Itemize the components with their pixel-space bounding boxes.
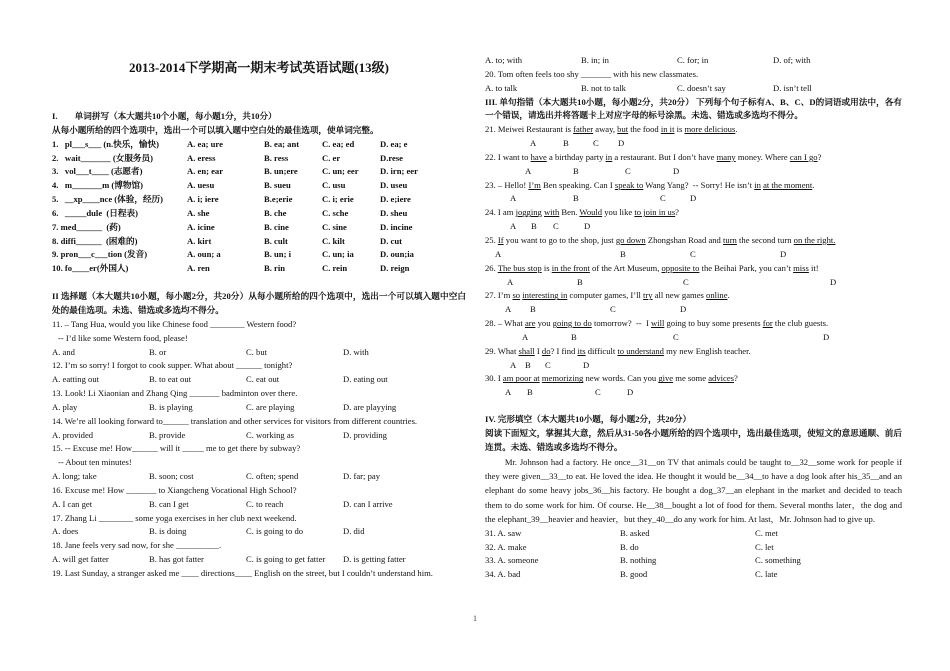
right-column bbox=[485, 0, 902, 582]
answer-letters: A B C D bbox=[522, 331, 830, 342]
question-options: A. and B. or C. but D. with bbox=[52, 346, 369, 357]
error-sentence: 28. – What are you going to do tomorrow? -- I will going to buy some presents for the club guests. bbox=[485, 318, 829, 329]
error-sentence: 22. I want to have a birthday party in a restaurant. But I don’t have many money. Where can I go? bbox=[485, 151, 822, 162]
question-stem: 16. Excuse me! How _______ to Xiangcheng Vocational High School? bbox=[52, 484, 297, 495]
question-options: A. provided B. provide C. working as D. providing bbox=[52, 429, 387, 440]
question-row: 10. fo____er(外国人) A. ren B. rin C. rein D. reign bbox=[52, 263, 410, 274]
error-sentence: 24. I am jogging with Ben. Would you like to join in us? bbox=[485, 207, 679, 218]
page-title: 2013-2014下学期高一期末考试英语试题(13级) bbox=[129, 60, 389, 75]
error-sentence: 23. – Hello! I’m Ben speaking. Can I speak to Wang Yang? -- Sorry! He isn’t in at the moment. bbox=[485, 179, 815, 190]
question-options: A. play B. is playing C. are playing D. are playying bbox=[52, 401, 397, 412]
cloze-passage: Mr. Johnson had a factory. He once__31__on TV that animals could be taught to__32__some work for people if they were given__33__to eat. He loved the idea. He thought it would be__34__to have a dog look after his_35__and an elephant do some heavy jobs_36__his factory. He bought a dog_37__an elephant in the market and decided to teach them to do some work for him. Of course. He__38__bought a lot of food for them. Several months later，the dog and the elephant_39__heavier and heavier，but they_40__do any work for him. At last，Mr. Johnson had to give up. bbox=[485, 456, 902, 525]
error-sentence: 30. I am poor at memorizing new words. Can you give me some advices? bbox=[485, 373, 738, 384]
answer-letters: A B C D bbox=[507, 276, 837, 287]
section-3-heading: III. 单句指错（本大题共10小题，每小题2分，共20分） 下列每个句子标有A、B、C、D的词语或用法中，各有一个错误，请选出并将答题卡上对应字母的标号涂黑。未选、错选或多选均不得分。 bbox=[485, 96, 902, 121]
page-number: 1 bbox=[473, 614, 477, 623]
question-options: 31. A. saw B. asked C. met bbox=[485, 527, 778, 538]
question-options: 32. A. make B. do C. let bbox=[485, 541, 774, 552]
answer-letters: A B C D bbox=[505, 387, 634, 398]
section-2-heading: II 选择题（本大题共10小题，每小题2分，共20分）从每小题所给的四个选项中，选出一个可以填入题中空白处的最佳选项。未选、错选或多选均不得分。 bbox=[52, 291, 466, 315]
error-sentence: 29. What shall I do? I find its difficult to understand my new English teacher. bbox=[485, 345, 751, 356]
question-row: 1. pl___s___ (n.快乐，愉快) A. ea; ure B. ea; ant C. ea; ed D. ea; e bbox=[52, 138, 408, 149]
question-row: 3. vol___t____ (志愿者) A. en; ear B. un;ere C. un; eer D. irn; eer bbox=[52, 166, 418, 177]
question-options: A. to; with B. in; in C. for; in D. of; with bbox=[485, 55, 811, 65]
answer-letters: A B C D bbox=[510, 221, 591, 232]
question-reply: -- I’d like some Western food, please! bbox=[58, 332, 188, 343]
question-options: A. I can get B. can I get C. to reach D. can I arrive bbox=[52, 498, 393, 509]
section-4-instruction: 阅读下面短文，掌握其大意，然后从31-50各小题所给的四个选项中，选出最佳选项，使短文的意思通顺、前后连贯。未选、错选或多选均不得分。 bbox=[485, 427, 902, 452]
section-1 bbox=[52, 110, 466, 276]
answer-letters: A B C D bbox=[510, 359, 590, 370]
question-options: A. long; take B. soon; cost C. often; spend D. far; pay bbox=[52, 471, 380, 482]
answer-letters: A B C D bbox=[495, 248, 787, 259]
error-sentence: 26. The bus stop is in the front of the Art Museum, opposite to the Beihai Park, you can’t miss it! bbox=[485, 262, 819, 273]
left-column bbox=[52, 0, 466, 581]
question-row: 2. wait_______ (女服务员) A. eress B. ress C. er D.rese bbox=[52, 152, 403, 163]
question-options: A. does B. is doing C. is going to do D. did bbox=[52, 526, 365, 537]
question-row: 4. m_______m (博物馆) A. uesu B. sueu C. usu D. useu bbox=[52, 180, 408, 191]
answer-letters: A B C D bbox=[530, 138, 625, 149]
question-stem: 11. – Tang Hua, would you like Chinese food ________ Western food? bbox=[52, 318, 297, 329]
question-stem: 14. We’re all looking forward to______ translation and other services for visitors from different countries. bbox=[52, 415, 418, 426]
answer-letters: A B C D bbox=[510, 193, 697, 204]
section-1-instruction: 从每小题所给的四个选项中，选出一个可以填入题中空白处的最佳选项，使单词完整。 bbox=[52, 124, 379, 135]
question-stem: 12. I’m so sorry! I forgot to cook supper. What about ______ tonight? bbox=[52, 360, 293, 371]
answer-letters: A B C D bbox=[525, 165, 680, 176]
question-options: 34. A. bad B. good C. late bbox=[485, 569, 778, 580]
question-stem: 17. Zhang Li ________ some yoga exercises in her club next weekend. bbox=[52, 512, 297, 523]
question-stem: 18. Jane feels very sad now, for she __________. bbox=[52, 540, 222, 551]
question-reply: -- About ten minutes! bbox=[58, 457, 132, 468]
question-options: A. will get fatter B. has got fatter C. is going to get fatter D. is getting fatter bbox=[52, 554, 406, 565]
question-row: 9. pron___c___tion (发音) A. oun; a B. un; i C. un; ia D. oun;ia bbox=[52, 249, 414, 260]
section-3 bbox=[485, 96, 902, 401]
question-stem: 13. Look! Li Xiaonian and Zhang Qing _______ badminton over there. bbox=[52, 388, 298, 399]
error-sentence: 27. I’m so interesting in computer games, I’ll try all new games online. bbox=[485, 290, 730, 301]
section-4 bbox=[485, 413, 902, 582]
question-row: 7. med______ (药) A. icine B. cine C. sine D. incine bbox=[52, 221, 413, 232]
question-options: A. eatting out B. to eat out C. eat out D. eating out bbox=[52, 374, 388, 385]
error-sentence: 25. If you want to go to the shop, just go down Zhongshan Road and turn the second turn on the right. bbox=[485, 234, 836, 245]
question-row: 6. _____dule (日程表) A. she B. che C. sche D. sheu bbox=[52, 207, 408, 218]
question-stem: 19. Last Sunday, a stranger asked me ____ directions____ English on the street, but I couldn’t understand him. bbox=[52, 568, 433, 578]
question-options: A. to talk B. not to talk C. doesn’t say D. isn’t tell bbox=[485, 82, 812, 93]
question-stem: 15. -- Excuse me! How______ will it _____ me to get there by subway? bbox=[52, 443, 301, 454]
section-2 bbox=[52, 290, 466, 581]
section-4-heading: IV. 完形填空（本大题共10小题，每小题2分，共20分） bbox=[485, 414, 692, 425]
error-sentence: 21. Meiwei Restaurant is father away, but the food in it is more delicious. bbox=[485, 124, 738, 135]
section-1-heading: I. 单词拼写（本大题共10个小题，每小题1分，共10分） bbox=[52, 111, 277, 121]
question-stem: 20. Tom often feels too shy _______ with his new classmates. bbox=[485, 68, 699, 79]
question-options: 33. A. someone B. nothing C. something bbox=[485, 555, 801, 566]
answer-letters: A B C D bbox=[505, 304, 687, 315]
question-row: 8. diffi______ (困难的) A. kirt B. cult C. kilt D. cut bbox=[52, 235, 402, 246]
question-row: 5. __xp____nce (体验，经历) A. i; iere B.e;erie C. i; erie D. e;iere bbox=[52, 194, 411, 205]
